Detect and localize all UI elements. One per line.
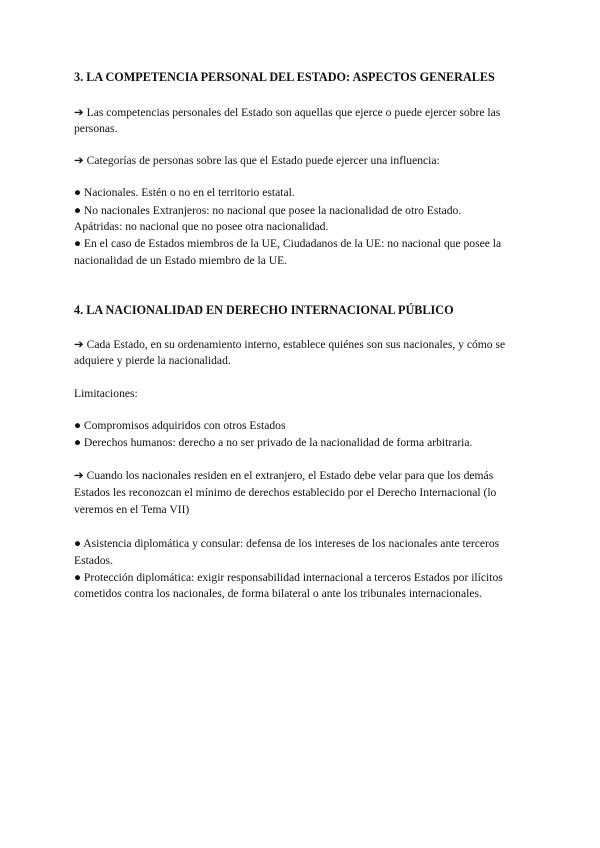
paragraph-line: ➔ Cuando los nacionales residen en el extranjero, el Estado debe velar para que los demás: [74, 469, 494, 482]
paragraph-line: adquiere y pierde la nacionalidad.: [74, 354, 231, 367]
list-item-continuation: cometidos contra los nacionales, de forma bilateral o ante los tribunales internacionales.: [74, 587, 482, 600]
section-4-heading: 4. LA NACIONALIDAD EN DERECHO INTERNACIONAL PÚBLICO: [74, 303, 454, 317]
paragraph-line: personas.: [74, 122, 118, 135]
list-item: ● Derechos humanos: derecho a no ser privado de la nacionalidad de forma arbitraria.: [74, 436, 473, 449]
list-item-continuation: Apátridas: no nacional que no posee otra nacionalidad.: [74, 220, 329, 233]
list-item: ● Nacionales. Estén o no en el territorio estatal.: [74, 186, 295, 199]
paragraph-line: ➔ Cada Estado, en su ordenamiento interno, establece quiénes son sus nacionales, y cómo se: [74, 338, 506, 351]
paragraph-line: ➔ Categorías de personas sobre las que el Estado puede ejercer una influencia:: [74, 154, 440, 167]
list-item: ● Protección diplomática: exigir responsabilidad internacional a terceros Estados por ilícitos: [74, 571, 503, 584]
list-item-continuation: Estados.: [74, 554, 113, 567]
list-item: ● En el caso de Estados miembros de la UE, Ciudadanos de la UE: no nacional que posee la: [74, 237, 502, 250]
list-item: ● Compromisos adquiridos con otros Estados: [74, 419, 286, 432]
paragraph-line: veremos en el Tema VII): [74, 503, 190, 516]
paragraph-line: Estados les reconozcan el mínimo de derechos establecido por el Derecho Internacional (lo: [74, 486, 497, 499]
list-item-continuation: nacionalidad de un Estado miembro de la UE.: [74, 254, 288, 267]
list-item: ● Asistencia diplomática y consular: defensa de los intereses de los nacionales ante terceros: [74, 537, 500, 550]
list-item: ● No nacionales Extranjeros: no nacional que posee la nacionalidad de otro Estado.: [74, 204, 462, 217]
paragraph-line: Limitaciones:: [74, 387, 138, 400]
section-3-heading: 3. LA COMPETENCIA PERSONAL DEL ESTADO: ASPECTOS GENERALES: [74, 70, 495, 84]
paragraph-line: ➔ Las competencias personales del Estado son aquellas que ejerce o puede ejercer sobre las: [74, 106, 501, 119]
